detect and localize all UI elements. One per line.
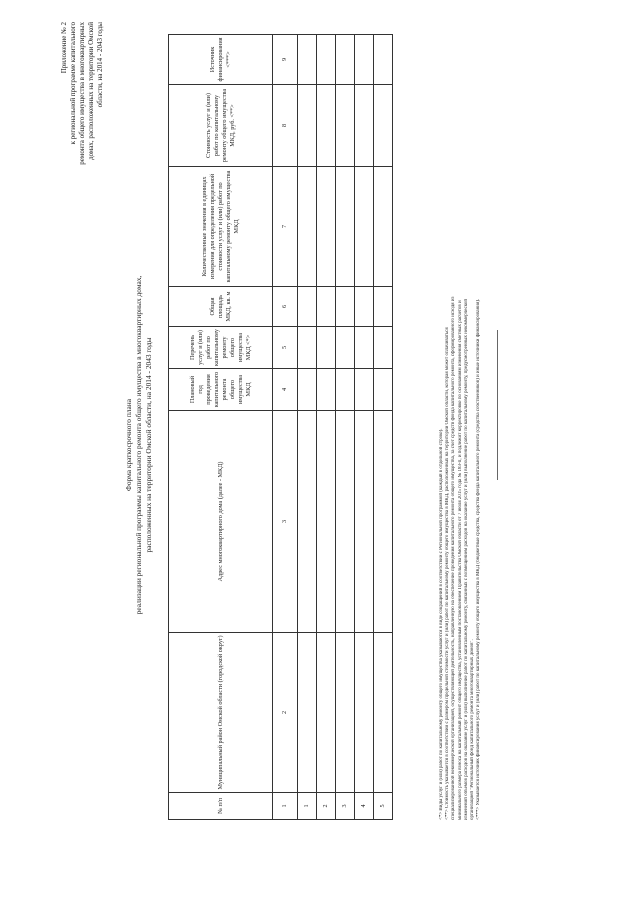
table-cell (317, 85, 336, 167)
table-cell (298, 35, 317, 85)
table-cell (374, 35, 393, 85)
column-header: Стоимость услуг и (или) работ по капитальному ремонту общего имущества МКД, руб. <**> (169, 85, 273, 167)
table-cell (374, 327, 393, 369)
table-cell (355, 287, 374, 327)
footnotes (439, 35, 482, 820)
table-row (317, 35, 336, 820)
table-cell (355, 167, 374, 287)
column-number-row (273, 35, 298, 820)
table-cell (374, 633, 393, 793)
table-cell (336, 327, 355, 369)
appendix-line: к региональной программе капитального (69, 22, 77, 145)
table-cell (317, 633, 336, 793)
footnote: организацией "Региональный фонд капитального ремонта многоквартирных домов". (470, 639, 476, 820)
table-cell (355, 85, 374, 167)
table-cell (317, 167, 336, 287)
column-number: 4 (273, 369, 298, 411)
divider-line (497, 330, 498, 480)
table-cell (355, 633, 374, 793)
appendix-header (60, 22, 105, 292)
column-header: Общая площадь МКД, кв. м (169, 287, 273, 327)
table-cell (374, 411, 393, 633)
table-cell (374, 369, 393, 411)
table-cell (374, 287, 393, 327)
table-cell (336, 369, 355, 411)
table-cell (298, 411, 317, 633)
column-header: Количественные значения в единицах измерения для определения предельной стоимости услуг и (или) работ по капитальному ремонту общего имущества МКД (169, 167, 273, 287)
table-cell (336, 633, 355, 793)
column-header: Адрес многоквартирного дома (далее - МКД) (169, 411, 273, 633)
column-header: Источник финансирования <***> (169, 35, 273, 85)
column-number: 8 (273, 85, 298, 167)
appendix-line: домах, расположенных на территории Омской (87, 22, 95, 161)
column-header: Муниципальный район Омской области (городской округ) (169, 633, 273, 793)
column-number: 3 (273, 411, 298, 633)
table-cell (355, 369, 374, 411)
table-cell (317, 411, 336, 633)
table-row (298, 35, 317, 820)
table-cell (336, 85, 355, 167)
column-number: 5 (273, 327, 298, 369)
table-header-row (169, 35, 273, 820)
column-number: 9 (273, 35, 298, 85)
table-cell (355, 327, 374, 369)
table-cell (298, 287, 317, 327)
column-number: 2 (273, 633, 298, 793)
table-cell (336, 411, 355, 633)
column-number: 1 (273, 793, 298, 820)
row-number: 5 (374, 793, 393, 820)
plan-table (168, 34, 393, 820)
document-title (124, 125, 154, 765)
table-cell (298, 85, 317, 167)
table-cell (374, 85, 393, 167)
row-number: 3 (336, 793, 355, 820)
table-cell (336, 35, 355, 85)
column-number: 7 (273, 167, 298, 287)
title-line: расположенных на территории Омской области, на 2014 - 2043 годы (144, 337, 153, 553)
title-line: реализации региональной программы капитального ремонта общего имущества в многоквартирных домах, (134, 275, 143, 615)
table-cell (317, 35, 336, 85)
appendix-line: Приложение № 2 (60, 22, 68, 74)
table-row (374, 35, 393, 820)
footnote: специализированной некоммерческой организацией, осуществляющей деятельность, направленную на обеспечение проведения капитального ремонта общего имущества, за счет средств фонда капитального ремонта, сформированного исходя из (451, 296, 457, 820)
footnote: изменений объемов расходов на оказание услуг и (или) выполнение работ по капитальному ремонту, связанных с возмещением расходов на оказание услуг и (или) выполнение работ по капитальному ремонту, предусмотренных некоммерческой (463, 298, 469, 820)
column-header: № п/п (169, 793, 273, 820)
footnote: минимального размера взноса на капитальный ремонт общего имущества, установленным постановлением Правительства Омской области от 7 июля 2015 года № 183-п, и подлежит корректировке по основаниям изменения сметных расчетов и (457, 300, 463, 820)
table-row (336, 35, 355, 820)
row-number: 2 (317, 793, 336, 820)
table-cell (298, 327, 317, 369)
table-cell (298, 167, 317, 287)
table-cell (336, 167, 355, 287)
footnote: <***> Указывается источник финансирования услуг и (или) работ по капитальному ремонту общего имущества в МКД (бюджетные средства, средства фонда капитального ремонта (средства собственников) и иные источники финансирования). (476, 298, 482, 820)
title-line: Форма краткосрочного плана (124, 399, 133, 491)
column-header: Плановый год проведения капитального ремонта общего имущества МКД (169, 369, 273, 411)
column-header: Перечень услуг и (или) работ по капитальному ремонту общего имущества МКД <*> (169, 327, 273, 369)
table-cell (336, 287, 355, 327)
table-row (355, 35, 374, 820)
appendix-line: ремонта общего имущества в многоквартирных (78, 22, 86, 165)
footnote: <**> Стоимость указывается в соответствии с размером предельной стоимости услуг и (или) работ по капитальному ремонту общего имущества в МКД, расположенных на территории Омской области, которая может оплачиваться (445, 327, 451, 820)
table-cell (374, 167, 393, 287)
table-cell (317, 369, 336, 411)
row-number: 4 (355, 793, 374, 820)
table-cell (355, 35, 374, 85)
table-cell (355, 411, 374, 633)
row-number: 1 (298, 793, 317, 820)
appendix-line: области, на 2014 - 2043 годы (96, 22, 104, 108)
footnote: <*> Виды услуг и (или) работ по капитальному ремонту общего имущества указываются в виде сокращений в соответствии с Региональной программой (каждый в отдельной строке). (439, 428, 444, 820)
table-cell (317, 327, 336, 369)
table-cell (317, 287, 336, 327)
table-cell (298, 369, 317, 411)
table-cell (298, 633, 317, 793)
column-number: 6 (273, 287, 298, 327)
